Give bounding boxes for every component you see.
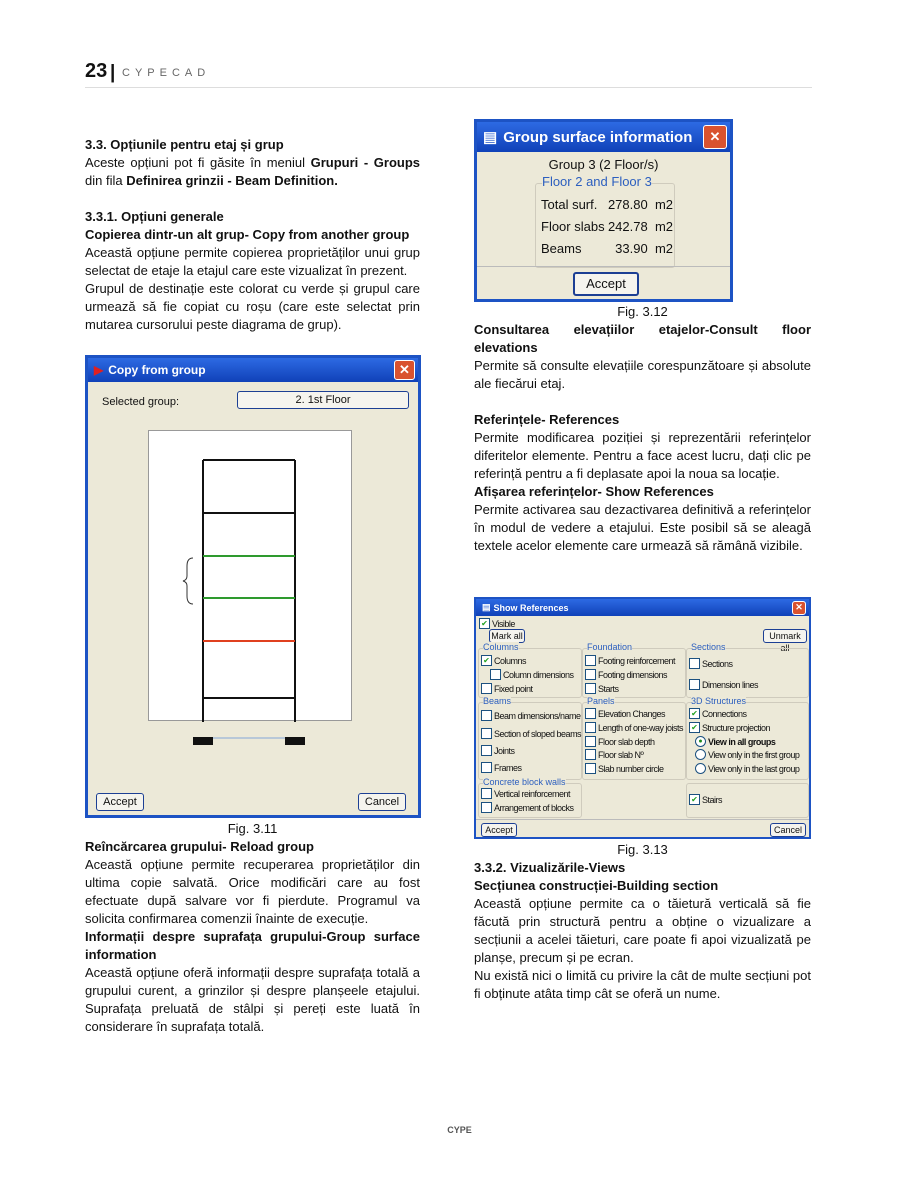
view-last-group-radio[interactable]: View only in the last group <box>695 763 799 774</box>
text: din fila <box>85 173 127 188</box>
surface-row <box>541 194 673 216</box>
heading-references: Referințele- References <box>474 412 620 427</box>
accept-button[interactable]: Accept <box>96 793 144 811</box>
footing-reinforcement-checkbox[interactable]: Footing reinforcement <box>585 655 675 666</box>
show-references-dialog <box>474 597 811 839</box>
figure-caption: Fig. 3.13 <box>617 842 668 857</box>
page-number: 23 <box>85 60 108 82</box>
heading-building-section: Secțiunea construcției-Building section <box>474 878 719 893</box>
row-label: Beams <box>541 241 582 256</box>
paragraph: Permite modificarea poziției și reprezentării referințelor diferitelor elemente. Pentru a face acest lucru, dați clic pe referință pentru a fi deplasate apoi la noua sa locație. <box>474 430 811 481</box>
foundation <box>193 733 313 753</box>
sloped-beams-checkbox[interactable]: Section of sloped beams <box>481 728 581 739</box>
3d-structures-group: 3D Structures <box>686 702 809 780</box>
arrangement-blocks-checkbox[interactable]: Arrangement of blocks <box>481 802 574 813</box>
table-icon: ▤ <box>482 602 491 612</box>
surface-table <box>541 194 673 260</box>
table-icon: ▤ <box>483 129 498 146</box>
figure-caption: Fig. 3.12 <box>617 304 668 319</box>
cancel-button[interactable]: Cancel <box>358 793 406 811</box>
paragraph: Permite să consulte elevațiile corespunzătoare și absolute ale fiecărui etaj. <box>474 358 811 391</box>
title-bar <box>477 122 730 152</box>
paragraph: Grupul de destinație este colorat cu verde și grupul care urmează să fie copiat cu roșu (care este selectat prin mutarea cursorului peste diagrama de grup). <box>85 281 420 332</box>
vertical-reinforcement-checkbox[interactable]: Vertical reinforcement <box>481 788 570 799</box>
beams-group: Beams <box>478 702 582 780</box>
accept-button[interactable]: Accept <box>481 823 517 837</box>
dialog-title: Show References <box>493 602 569 613</box>
dialog-title: Copy from group <box>108 363 206 377</box>
right-column-bottom <box>474 841 811 1003</box>
slab-circle-checkbox[interactable]: Slab number circle <box>585 763 664 774</box>
heading-show-references: Afișarea referințelor- Show References <box>474 484 714 499</box>
group-legend: Floor 2 and Floor 3 <box>542 174 652 189</box>
title-bar <box>476 599 809 616</box>
heading-3-3: 3.3. Opțiunile pentru etaj și grup <box>85 137 284 152</box>
group-surface-dialog <box>474 119 733 302</box>
figure-caption: Fig. 3.11 <box>227 821 278 836</box>
row-value: 242.78 <box>607 219 648 234</box>
heading-3-3-1: 3.3.1. Opțiuni generale <box>85 209 224 224</box>
surface-row <box>541 238 673 260</box>
heading-group-info: Informații despre suprafața grupului-Group surface information <box>85 929 420 962</box>
view-first-group-radio[interactable]: View only in the first group <box>695 749 799 760</box>
selected-group-label: Selected group: <box>102 396 180 408</box>
columns-group: Columns <box>478 648 582 698</box>
row-label: Total surf. <box>541 197 598 212</box>
visible-checkbox[interactable]: ✔ Visible <box>479 618 515 629</box>
text: Definirea grinzii - Beam Definition. <box>126 173 338 188</box>
heading-reload: Reîncărcarea grupului- Reload group <box>85 839 314 854</box>
fixed-point-checkbox[interactable]: Fixed point <box>481 683 533 694</box>
row-unit: m2 <box>654 219 673 234</box>
header-separator: | <box>110 62 116 83</box>
columns-checkbox[interactable]: ✔ Columns <box>481 655 526 666</box>
close-button[interactable]: ✕ <box>792 601 806 615</box>
joints-checkbox[interactable]: Joints <box>481 745 515 756</box>
paragraph: Această opțiune oferă informații despre suprafața totală a grupului curent, a grinzilor și despre planșeele etajului. Suprafața preluată de stâlpi și pereți este luată în considerare în suprafața totală. <box>85 965 420 1034</box>
dimension-lines-checkbox[interactable]: Dimension lines <box>689 679 758 690</box>
column-dimensions-checkbox[interactable]: Column dimensions <box>490 669 574 680</box>
paragraph <box>85 154 420 190</box>
one-way-joists-checkbox[interactable]: Length of one-way joists <box>585 722 683 733</box>
heading-copy: Copierea dintr-un alt grup- Copy from another group <box>85 227 410 242</box>
accept-button[interactable]: Accept <box>573 272 639 296</box>
heading-consult: Consultarea elevațiilor etajelor-Consult floor elevations <box>474 322 811 355</box>
paragraph: Această opțiune permite copierea proprietăților unui grup selectat de etaje la etajul care este vizualizat în prezent. <box>85 245 420 278</box>
unmark-all-button[interactable]: Unmark all <box>763 629 807 643</box>
foundation-group: Foundation <box>582 648 686 698</box>
elevation-changes-checkbox[interactable]: Elevation Changes <box>585 708 665 719</box>
selected-group-dropdown[interactable]: 2. 1st Floor <box>237 391 409 409</box>
close-button[interactable]: ✕ <box>703 125 727 149</box>
text: Aceste opțiuni pot fi găsite în meniul <box>85 155 311 170</box>
footer-logo: CYPE <box>447 1125 472 1135</box>
header-divider <box>85 87 812 88</box>
slab-number-checkbox[interactable]: Floor slab Nº <box>585 749 643 760</box>
footing-dimensions-checkbox[interactable]: Footing dimensions <box>585 669 667 680</box>
app-icon: ▶ <box>94 363 104 377</box>
right-column-top <box>474 303 811 555</box>
heading-3-3-2: 3.3.2. Vizualizările-Views <box>474 860 626 875</box>
cancel-button[interactable]: Cancel <box>770 823 806 837</box>
frames-checkbox[interactable]: Frames <box>481 762 522 773</box>
paragraph: Această opțiune permite ca o tăietură verticală să fie făcută prin structură pentru a obține o vizualizare a secțiunii a acelei tăieturi, care poate fi apoi vizualizată pe planșe, precum și pe ecran. <box>474 896 811 965</box>
paragraph: Nu există nici o limită cu privire la cât de multe secțiuni pot fi obținute atâta timp cât se oferă un nume. <box>474 968 811 1001</box>
view-all-groups-radio[interactable]: ● View in all groups <box>695 736 775 747</box>
row-unit: m2 <box>654 197 673 212</box>
text: Grupuri - Groups <box>310 155 420 170</box>
surface-row <box>541 216 673 238</box>
paragraph: Permite activarea sau dezactivarea definitivă a referințelor în modul de vedere a etajului. Este posibil să se aleagă textele acelor elemente care urmează să rămână vizibile. <box>474 502 811 553</box>
group-name: Group 3 (2 Floor/s) <box>548 157 659 172</box>
panels-group: Panels <box>582 702 686 780</box>
left-column-top <box>85 136 420 334</box>
paragraph: Această opțiune permite recuperarea proprietăților din ultima copie salvată. Orice modificări care au fost efectuate după salvare vor fi pierdute. Programul va solicita confirmarea comenzii înainte de execuție. <box>85 857 420 926</box>
left-column-bottom <box>85 820 420 1036</box>
slab-depth-checkbox[interactable]: Floor slab depth <box>585 736 655 747</box>
starts-checkbox[interactable]: Starts <box>585 683 619 694</box>
row-value: 33.90 <box>615 241 648 256</box>
sections-checkbox[interactable]: Sections <box>689 658 733 669</box>
row-label: Floor slabs <box>541 219 605 234</box>
title-bar <box>88 358 418 382</box>
row-value: 278.80 <box>607 197 648 212</box>
mark-all-button[interactable]: Mark all <box>489 629 525 643</box>
close-button[interactable]: ✕ <box>394 360 415 380</box>
sections-group: Sections <box>686 648 809 698</box>
stairs-checkbox[interactable]: ✔ Stairs <box>689 794 722 805</box>
header-title: CYPECAD <box>122 67 211 79</box>
group-diagram[interactable] <box>148 430 353 722</box>
row-unit: m2 <box>654 241 673 256</box>
beam-dimensions-checkbox[interactable]: Beam dimensions/name <box>481 710 581 721</box>
block-walls-group: Concrete block walls <box>478 783 582 818</box>
copy-from-group-dialog <box>85 355 421 818</box>
connections-checkbox[interactable]: ✔ Connections <box>689 708 747 719</box>
dialog-title: Group surface information <box>503 128 693 146</box>
structure-projection-checkbox[interactable]: ✔ Structure projection <box>689 722 770 733</box>
